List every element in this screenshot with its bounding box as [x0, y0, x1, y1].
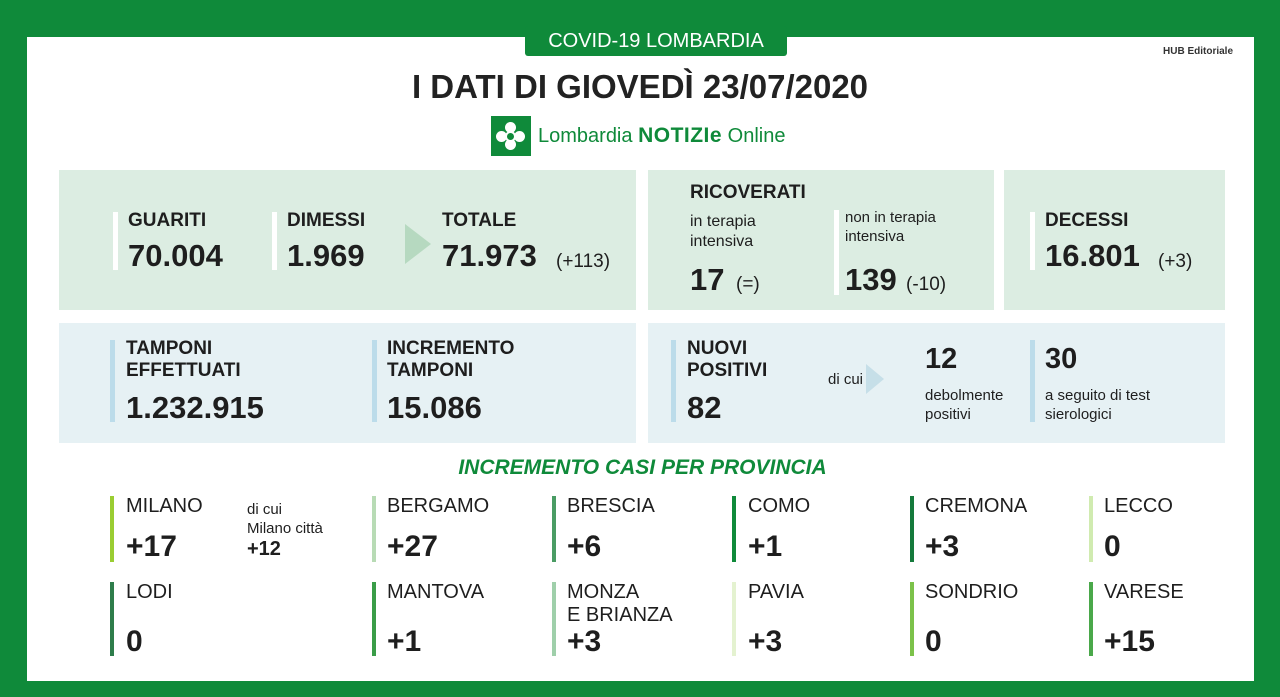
arrow-right-icon — [866, 364, 884, 394]
siero-label-2: sierologici — [1045, 406, 1112, 423]
page-title: I DATI DI GIOVEDÌ 23/07/2020 — [411, 68, 869, 105]
province-bar — [910, 582, 914, 656]
province-value-sondrio: 0 — [925, 625, 942, 658]
province-bar — [910, 496, 914, 562]
dimessi-bar — [272, 212, 277, 270]
incremento-label-1: INCREMENTO — [387, 338, 515, 359]
dimessi-label: DIMESSI — [287, 210, 366, 231]
deboli-value: 12 — [925, 343, 958, 375]
guariti-value: 70.004 — [128, 238, 223, 273]
hub-credit: HUB Editoriale — [1163, 46, 1234, 57]
nuovi-value: 82 — [687, 390, 722, 425]
province-value-monza: +3 — [567, 625, 602, 658]
decessi-delta: (+3) — [1158, 251, 1193, 272]
incremento-value: 15.086 — [387, 390, 482, 425]
brand-logo — [491, 116, 785, 156]
dimessi-value: 1.969 — [287, 238, 365, 273]
brand-name — [538, 124, 785, 148]
nti-label-1: non in terapia — [845, 209, 936, 226]
totale-value: 71.973 — [442, 238, 537, 273]
province-name-monza-2: E BRIANZA — [567, 604, 673, 626]
siero-bar — [1030, 340, 1035, 422]
milano-note-2: Milano città — [247, 520, 323, 537]
rose-logo-icon — [491, 116, 531, 156]
brand-text-left: Lombardia — [538, 125, 639, 147]
province-name-lodi: LODI — [126, 581, 173, 603]
province-value-lecco: 0 — [1104, 530, 1121, 563]
province-name-como: COMO — [748, 495, 811, 517]
nti-bar — [834, 210, 839, 295]
tamponi-bar — [110, 340, 115, 422]
tamponi-value: 1.232.915 — [126, 390, 264, 425]
incremento-label-2: TAMPONI — [387, 360, 474, 381]
incremento-bar — [372, 340, 377, 422]
nti-delta: (-10) — [906, 274, 947, 295]
province-bar — [110, 582, 114, 656]
deboli-label-2: positivi — [925, 406, 971, 423]
siero-value: 30 — [1045, 343, 1078, 375]
provinces-title: INCREMENTO CASI PER PROVINCIA — [458, 456, 827, 479]
decessi-bar — [1030, 212, 1035, 270]
guariti-bar — [113, 212, 118, 270]
province-value-brescia: +6 — [567, 530, 602, 563]
province-name-pavia: PAVIA — [748, 581, 804, 603]
province-name-sondrio: SONDRIO — [925, 581, 1019, 603]
province-bar — [372, 496, 376, 562]
province-name-monza: MONZA — [567, 581, 640, 603]
province-name-bergamo: BERGAMO — [387, 495, 490, 517]
province-bar — [552, 496, 556, 562]
decessi-label: DECESSI — [1045, 210, 1129, 231]
totale-label: TOTALE — [442, 210, 517, 231]
decessi-value: 16.801 — [1045, 238, 1140, 273]
province-bar — [552, 582, 556, 656]
province-name-milano: MILANO — [126, 495, 203, 517]
province-bar — [1089, 496, 1093, 562]
ti-delta: (=) — [736, 274, 760, 295]
nti-label-2: intensiva — [845, 228, 905, 245]
guariti-label: GUARITI — [128, 210, 207, 231]
province-name-mantova: MANTOVA — [387, 581, 485, 603]
tamponi-label-1: TAMPONI — [126, 338, 213, 359]
milano-note-value: +12 — [247, 538, 281, 560]
siero-label-1: a seguito di test — [1045, 387, 1151, 404]
province-value-milano: +17 — [126, 530, 177, 563]
province-bar — [1089, 582, 1093, 656]
brand-text-mid: NOTIZIe — [638, 124, 723, 147]
province-bar — [110, 496, 114, 562]
nuovi-bar — [671, 340, 676, 422]
province-bar — [732, 582, 736, 656]
arrow-right-icon — [405, 224, 431, 264]
province-bar — [372, 582, 376, 656]
brand-text-right: Online — [722, 125, 786, 147]
ricoverati-label: RICOVERATI — [690, 182, 806, 203]
ti-label-2: intensiva — [690, 233, 754, 250]
province-name-lecco: LECCO — [1104, 495, 1173, 517]
nuovi-label-1: NUOVI — [687, 338, 748, 359]
province-value-como: +1 — [748, 530, 783, 563]
tamponi-label-2: EFFETTUATI — [126, 360, 241, 381]
dicui-label: di cui — [828, 371, 864, 388]
ti-label-1: in terapia — [690, 213, 756, 230]
nuovi-label-2: POSITIVI — [687, 360, 768, 381]
province-value-bergamo: +27 — [387, 530, 438, 563]
province-value-varese: +15 — [1104, 625, 1155, 658]
province-name-varese: VARESE — [1104, 581, 1184, 603]
province-value-mantova: +1 — [387, 625, 422, 658]
ti-value: 17 — [690, 262, 725, 297]
province-value-cremona: +3 — [925, 530, 960, 563]
province-value-pavia: +3 — [748, 625, 783, 658]
province-name-brescia: BRESCIA — [567, 495, 655, 517]
milano-note-1: di cui — [247, 501, 283, 518]
province-name-cremona: CREMONA — [925, 495, 1028, 517]
header-tag: COVID-19 LOMBARDIA — [525, 26, 787, 56]
totale-delta: (+113) — [556, 251, 611, 272]
province-bar — [732, 496, 736, 562]
province-value-lodi: 0 — [126, 625, 143, 658]
nti-value: 139 — [845, 262, 897, 297]
deboli-label-1: debolmente — [925, 387, 1004, 404]
